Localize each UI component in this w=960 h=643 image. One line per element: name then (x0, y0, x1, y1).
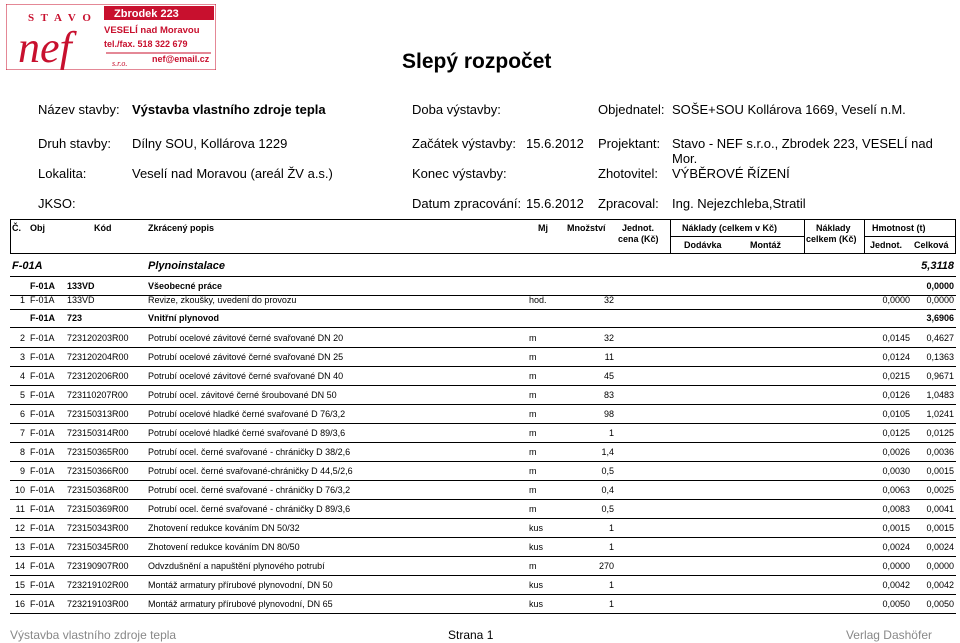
cell-mj: kus (529, 599, 544, 609)
group-row (0, 281, 960, 294)
col-naklady: Náklady (celkem v Kč) (682, 223, 778, 233)
cell-celk: 0,0000 (926, 281, 954, 291)
doba-label: Doba výstavby: (412, 102, 501, 117)
table-row (0, 447, 960, 460)
cell-obj: F-01A (30, 390, 55, 400)
cell-celk: 3,6906 (926, 313, 954, 323)
cell-kod: 723150365R00 (67, 447, 129, 457)
row-divider (10, 556, 956, 557)
row-divider (10, 575, 956, 576)
divider (864, 219, 865, 253)
col-montaz: Montáž (750, 240, 781, 250)
cell-mj: kus (529, 580, 544, 590)
cell-hc: 0,0000 (926, 295, 954, 305)
divider (10, 219, 11, 253)
cell-hc: 0,0041 (926, 504, 954, 514)
cell-hc: 1,0483 (926, 390, 954, 400)
projektant-label: Projektant: (598, 136, 661, 151)
cell-popis: Potrubí ocelové závitové černé svařované DN 25 (148, 352, 344, 362)
cell-obj: F-01A (30, 428, 55, 438)
footer-right: Verlag Dashöfer (845, 628, 932, 642)
cell-obj: F-01A (30, 447, 55, 457)
cell-mj: m (529, 466, 537, 476)
zhotovitel-label: Zhotovitel: (598, 166, 658, 181)
cell-mn: 0,4 (601, 485, 614, 495)
cell-hj: 0,0015 (882, 523, 910, 533)
table-row (0, 352, 960, 365)
cell-kod: 723190907R00 (67, 561, 129, 571)
table-row (0, 409, 960, 422)
divider (10, 276, 956, 277)
cell-hc: 0,0024 (926, 542, 954, 552)
konec-label: Konec výstavby: (412, 166, 507, 181)
cell-mj: m (529, 371, 537, 381)
col-naklady-celk2: celkem (Kč) (806, 234, 857, 244)
row-divider (10, 480, 956, 481)
section-obj: F-01A (12, 260, 43, 272)
col-jedn-cena: cena (Kč) (618, 234, 659, 244)
cell-mj: m (529, 352, 537, 362)
cell-kod: 723150366R00 (67, 466, 129, 476)
cell-mn: 1 (608, 542, 614, 552)
col-h-jedn: Jednot. (870, 240, 903, 250)
cell-popis: Potrubí ocel. černé svařované - chráničky D 76/3,2 (148, 485, 351, 495)
divider (804, 219, 805, 253)
cell-hj: 0,0145 (882, 333, 910, 343)
cell-hj: 0,0105 (882, 409, 910, 419)
cell-n: 5 (19, 390, 25, 400)
cell-kod: 723150313R00 (67, 409, 129, 419)
cell-mj: m (529, 485, 537, 495)
cell-hj: 0,0042 (882, 580, 910, 590)
objednatel-value: SOŠE+SOU Kollárova 1669, Veselí n.M. (672, 102, 906, 117)
cell-mn: 32 (603, 295, 614, 305)
cell-mn: 1,4 (601, 447, 614, 457)
cell-hc: 0,0015 (926, 523, 954, 533)
row-divider (10, 499, 956, 500)
cell-hc: 1,0241 (926, 409, 954, 419)
cell-obj: F-01A (30, 333, 55, 343)
cell-n: 8 (19, 447, 25, 457)
cell-kod: 133VD (67, 281, 95, 291)
col-dodavka: Dodávka (684, 240, 722, 250)
table-row (0, 371, 960, 384)
cell-n: 15 (14, 580, 25, 590)
cell-kod: 723219102R00 (67, 580, 129, 590)
footer-page: Strana 1 (448, 628, 494, 642)
col-c: Č. (12, 223, 21, 233)
cell-popis: Potrubí ocel. černé svařované - chráničky D 89/3,6 (148, 504, 351, 514)
col-mj: Mj (538, 223, 548, 233)
cell-popis: Zhotovení redukce kováním DN 50/32 (148, 523, 300, 533)
table-row (0, 295, 960, 308)
cell-n: 16 (14, 599, 25, 609)
cell-obj: F-01A (30, 561, 55, 571)
cell-mn: 83 (603, 390, 614, 400)
col-h-celk: Celková (914, 240, 949, 250)
logo-address: Zbrodek 223 (114, 8, 179, 20)
cell-n: 7 (19, 428, 25, 438)
cell-n: 9 (19, 466, 25, 476)
cell-hc: 0,9671 (926, 371, 954, 381)
logo-email: nef@email.cz (152, 54, 210, 64)
cell-popis: Potrubí ocel. černé svařované - chráničky D 38/2,6 (148, 447, 351, 457)
cell-obj: F-01A (30, 542, 55, 552)
row-divider (10, 309, 956, 310)
datum-value: 15.6.2012 (526, 196, 584, 211)
table-row (0, 599, 960, 612)
divider (955, 219, 956, 253)
col-mnozstvi: Množství (567, 223, 606, 233)
projektant-value: Stavo - NEF s.r.o., Zbrodek 223, VESELÍ nad (672, 136, 933, 151)
cell-obj: F-01A (30, 281, 56, 291)
cell-n: 13 (14, 542, 25, 552)
divider (864, 236, 956, 237)
cell-mn: 0,5 (601, 466, 614, 476)
table-row (0, 523, 960, 536)
cell-popis: Potrubí ocel. černé svařované-chráničky D 44,5/2,6 (148, 466, 353, 476)
cell-mn: 0,5 (601, 504, 614, 514)
cell-n: 2 (19, 333, 25, 343)
jkso-label: JKSO: (38, 196, 76, 211)
cell-obj: F-01A (30, 504, 55, 514)
cell-kod: 723110207R00 (67, 390, 128, 400)
footer-left: Výstavba vlastního zdroje tepla (10, 628, 177, 642)
objednatel-label: Objednatel: (598, 102, 665, 117)
datum-label: Datum zpracování: (412, 196, 522, 211)
table-row (0, 485, 960, 498)
cell-mj: m (529, 428, 537, 438)
cell-hc: 0,0000 (926, 561, 954, 571)
cell-obj: F-01A (30, 352, 55, 362)
cell-hc: 0,0050 (926, 599, 954, 609)
cell-obj: F-01A (30, 599, 55, 609)
logo-phone: tel./fax. 518 322 679 (104, 39, 188, 49)
table-row (0, 561, 960, 574)
cell-obj: F-01A (30, 466, 55, 476)
cell-mn: 98 (603, 409, 614, 419)
cell-obj: F-01A (30, 371, 55, 381)
nazev-value: Výstavba vlastního zdroje tepla (132, 102, 326, 117)
cell-obj: F-01A (30, 523, 55, 533)
cell-hc: 0,0042 (926, 580, 954, 590)
cell-kod: 723 (67, 313, 83, 323)
col-popis: Zkrácený popis (148, 223, 215, 233)
page-title: Slepý rozpočet (402, 50, 552, 73)
row-divider (10, 518, 956, 519)
zpracoval-value: Ing. Nejezchleba,Stratil (672, 196, 806, 211)
table-row (0, 466, 960, 479)
cell-kod: 723120204R00 (67, 352, 129, 362)
lokalita-value: Veselí nad Moravou (areál ŽV a.s.) (132, 166, 333, 181)
zacatek-value: 15.6.2012 (526, 136, 584, 151)
cell-popis: Potrubí ocelové hladké černé svařované D 89/3,6 (148, 428, 346, 438)
zacatek-label: Začátek výstavby: (412, 136, 517, 151)
cell-hj: 0,0050 (882, 599, 910, 609)
divider (670, 236, 804, 237)
cell-mn: 45 (603, 371, 614, 381)
cell-n: 10 (14, 485, 25, 495)
cell-hj: 0,0215 (882, 371, 910, 381)
cell-mj: m (529, 409, 537, 419)
cell-obj: F-01A (30, 580, 55, 590)
cell-mj: hod. (529, 295, 547, 305)
cell-kod: 723120203R00 (67, 333, 129, 343)
cell-hj: 0,0124 (882, 352, 910, 362)
row-divider (10, 594, 956, 595)
cell-mj: kus (529, 523, 544, 533)
druh-value: Dílny SOU, Kollárova 1229 (132, 136, 288, 151)
cell-hj: 0,0126 (882, 390, 910, 400)
cell-kod: 723150343R00 (67, 523, 129, 533)
section-label: Plynoinstalace (148, 260, 226, 272)
row-divider (10, 613, 956, 614)
cell-popis: Potrubí ocelové závitové černé svařované DN 40 (148, 371, 344, 381)
row-divider (10, 327, 956, 328)
cell-hj: 0,0030 (882, 466, 910, 476)
lokalita-label: Lokalita: (38, 166, 87, 181)
cell-n: 11 (15, 504, 25, 514)
cell-mn: 1 (608, 523, 614, 533)
cell-n: 1 (19, 295, 25, 305)
col-naklady-celk: Náklady (816, 223, 851, 233)
cell-mj: m (529, 504, 537, 514)
logo-town: VESELÍ nad Moravou (104, 25, 200, 36)
druh-label: Druh stavby: (38, 136, 111, 151)
cell-popis: Revize, zkoušky, uvedení do provozu (148, 295, 297, 305)
cell-popis: Všeobecné práce (148, 281, 223, 291)
logo-sro: s.r.o. (112, 59, 128, 68)
cell-mn: 1 (608, 599, 614, 609)
col-jedn: Jednot. (622, 223, 655, 233)
cell-mj: m (529, 333, 537, 343)
cell-mj: m (529, 561, 537, 571)
table-row (0, 428, 960, 441)
group-row (0, 313, 960, 326)
cell-hc: 0,0015 (926, 466, 954, 476)
nazev-label: Název stavby: (38, 102, 120, 117)
col-hmotnost: Hmotnost (t) (872, 223, 926, 233)
cell-kod: 723150314R00 (67, 428, 129, 438)
table-row (0, 504, 960, 517)
cell-hc: 0,0036 (926, 447, 954, 457)
cell-mn: 270 (598, 561, 614, 571)
cell-hj: 0,0000 (882, 295, 910, 305)
cell-hj: 0,0026 (882, 447, 910, 457)
cell-hj: 0,0125 (882, 428, 910, 438)
zhotovitel-value: VÝBĚROVÉ ŘÍZENÍ (672, 166, 790, 181)
row-divider (10, 347, 956, 348)
cell-popis: Montáž armatury přírubové plynovodní, DN 65 (148, 599, 333, 609)
row-divider (10, 461, 956, 462)
col-obj: Obj (30, 223, 45, 233)
cell-n: 3 (19, 352, 25, 362)
cell-n: 6 (19, 409, 25, 419)
cell-n: 14 (14, 561, 25, 571)
cell-mj: m (529, 390, 537, 400)
section-total: 5,3118 (921, 260, 954, 272)
company-logo (6, 4, 216, 70)
logo-stavo: S T A V O (28, 12, 93, 24)
cell-hj: 0,0083 (882, 504, 910, 514)
cell-hj: 0,0000 (882, 561, 910, 571)
cell-kod: 723150345R00 (67, 542, 129, 552)
logo-nef: nef (18, 23, 72, 70)
zpracoval-label: Zpracoval: (598, 196, 659, 211)
table-row (0, 580, 960, 593)
divider (10, 219, 956, 220)
row-divider (10, 385, 956, 386)
cell-mn: 1 (608, 428, 614, 438)
row-divider (10, 366, 956, 367)
cell-obj: F-01A (30, 313, 56, 323)
nef-logo-graphic (6, 4, 216, 70)
cell-kod: 723150369R00 (67, 504, 129, 514)
cell-obj: F-01A (30, 409, 55, 419)
cell-mj: m (529, 447, 537, 457)
cell-mn: 1 (608, 580, 614, 590)
cell-hc: 0,0025 (926, 485, 954, 495)
cell-obj: F-01A (30, 295, 55, 305)
col-kod: Kód (94, 223, 112, 233)
cell-hc: 0,4627 (926, 333, 954, 343)
cell-hj: 0,0063 (882, 485, 910, 495)
row-divider (10, 537, 956, 538)
table-row (0, 333, 960, 346)
divider (670, 219, 671, 253)
row-divider (10, 423, 956, 424)
cell-mn: 32 (603, 333, 614, 343)
cell-hc: 0,0125 (926, 428, 954, 438)
cell-popis: Zhotovení redukce kováním DN 80/50 (148, 542, 300, 552)
divider (10, 253, 956, 254)
cell-n: 12 (14, 523, 25, 533)
row-divider (10, 404, 956, 405)
cell-mj: kus (529, 542, 544, 552)
row-divider (10, 442, 956, 443)
table-row (0, 390, 960, 403)
cell-popis: Potrubí ocel. závitové černé šroubované DN 50 (148, 390, 337, 400)
table-row (0, 542, 960, 555)
cell-popis: Vnitřní plynovod (148, 313, 219, 323)
cell-n: 4 (19, 371, 25, 381)
cell-kod: 723150368R00 (67, 485, 129, 495)
projektant-value-cont: Mor. (672, 151, 698, 166)
cell-popis: Potrubí ocelové závitové černé svařované DN 20 (148, 333, 344, 343)
cell-popis: Odvzdušnění a napuštění plynového potrubí (148, 561, 325, 571)
cell-popis: Potrubí ocelové hladké černé svařované D 76/3,2 (148, 409, 346, 419)
cell-obj: F-01A (30, 485, 55, 495)
cell-kod: 723219103R00 (67, 599, 129, 609)
cell-hj: 0,0024 (882, 542, 910, 552)
cell-hc: 0,1363 (926, 352, 954, 362)
cell-kod: 133VD (67, 295, 95, 305)
cell-mn: 11 (604, 352, 614, 362)
cell-kod: 723120206R00 (67, 371, 129, 381)
cell-popis: Montáž armatury přírubové plynovodní, DN 50 (148, 580, 333, 590)
